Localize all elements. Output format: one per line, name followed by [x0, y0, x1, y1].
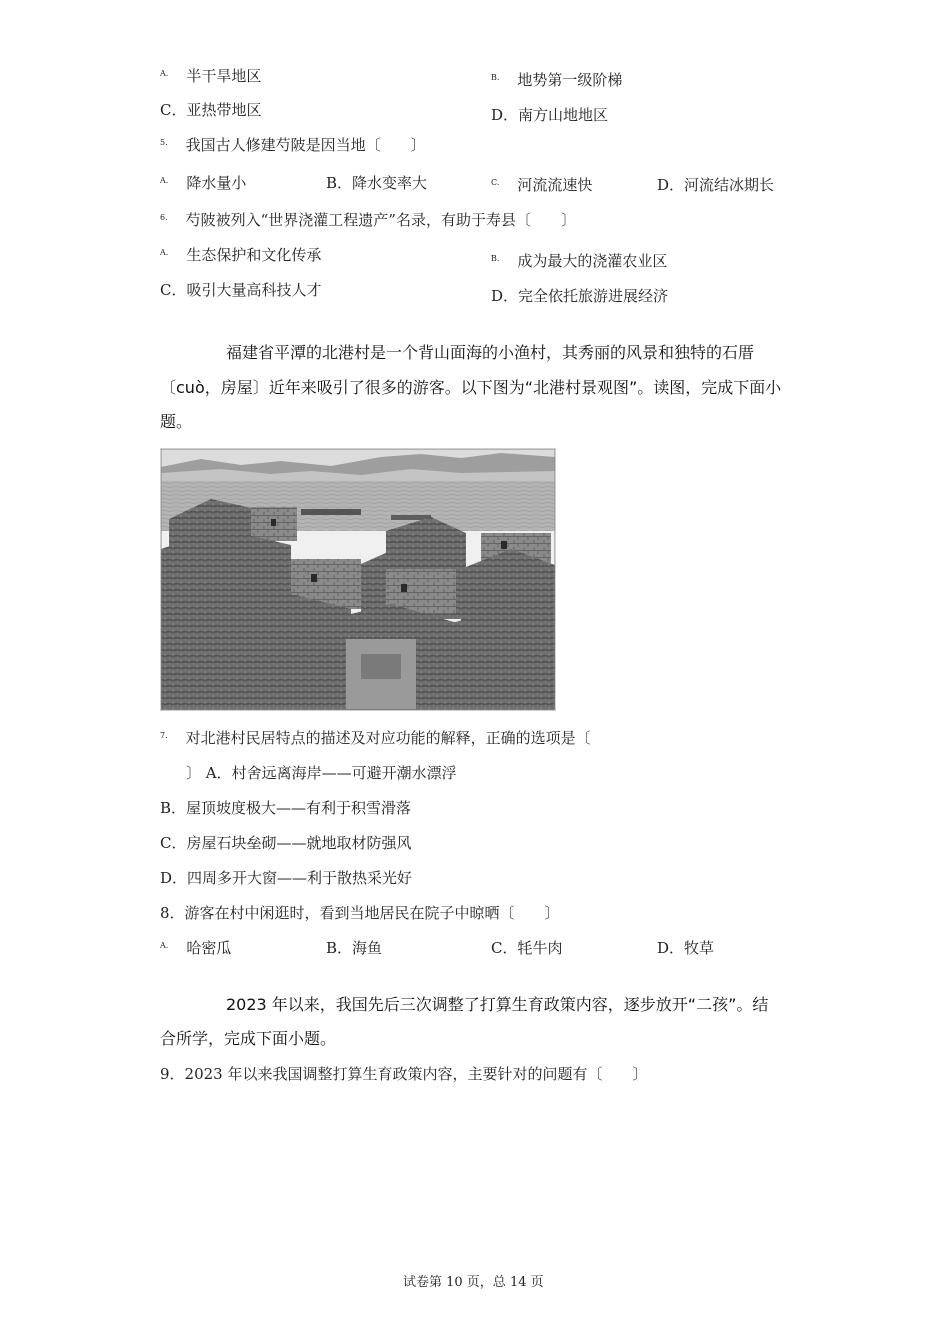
q4-option-b: $^{B.}$ 地势第一级阶梯 [491, 71, 623, 89]
q6-option-c: C．吸引大量高科技人才 [160, 281, 322, 299]
passage1-line1: 福建省平潭的北港村是一个背山面海的小渔村，其秀丽的风景和独特的石厝 [226, 343, 755, 362]
village-landscape-image [161, 449, 555, 710]
q4-option-d: D．南方山地地区 [491, 106, 609, 124]
passage1-line3: 题。 [160, 412, 193, 431]
q8-stem: 8．游客在村中闲逛时，看到当地居民在院子中晾晒〔 〕 [160, 904, 560, 922]
beigang-village-photo [160, 448, 556, 711]
q6-option-d: D．完全依托旅游进展经济 [491, 287, 669, 305]
q8-option-c: C．牦牛肉 [491, 939, 563, 957]
q7-option-d: D．四周多开大窗——利于散热采光好 [160, 869, 413, 887]
q6-option-b: $^{B.}$ 成为最大的浇灌农业区 [491, 252, 668, 270]
q5-stem: $^{5.}$ 我国古人修建芍陂是因当地〔 〕 [160, 136, 426, 154]
q5-option-a: $^{A.}$ 降水量小 [160, 174, 247, 192]
passage2-line1: 2023 年以来，我国先后三次调整了打算生育政策内容，逐步放开“二孩”。结 [226, 995, 769, 1014]
q5-option-b: B．降水变率大 [326, 174, 428, 192]
page-footer: 试卷第 10 页，总 14 页 [403, 1275, 544, 1290]
q8-option-b: B．海鱼 [326, 939, 383, 957]
q5-option-c: $^{C.}$ 河流流速快 [491, 176, 593, 194]
q6-option-a: $^{A.}$ 生态保护和文化传承 [160, 246, 322, 264]
q8-option-d: D．牧草 [657, 939, 715, 957]
q4-option-c: C．亚热带地区 [160, 101, 262, 119]
passage1-line2: 〔cuò，房屋〕近年来吸引了很多的游客。以下图为“北港村景观图”。读图，完成下面小 [160, 378, 782, 397]
q5-option-d: D．河流结冰期长 [657, 176, 775, 194]
q9-stem: 9．2023 年以来我国调整打算生育政策内容，主要针对的问题有〔 〕 [160, 1065, 648, 1083]
q7-option-b: B．屋顶坡度极大——有利于积雪滑落 [160, 799, 412, 817]
q7-stem: $^{7.}$ 对北港村民居特点的描述及对应功能的解释，正确的选项是〔 [160, 729, 591, 747]
q6-stem: $^{6.}$ 芍陂被列入“世界浇灌工程遗产”名录，有助于寿县〔 〕 [160, 211, 576, 229]
q7-option-a: 〕 A．村舍远离海岸——可避开潮水漂浮 [186, 764, 457, 782]
q8-option-a: $^{A.}$ 哈密瓜 [160, 939, 232, 957]
q7-option-c: C．房屋石块垒砌——就地取材防强风 [160, 834, 412, 852]
q4-option-a: $^{A.}$ 半干旱地区 [160, 67, 262, 85]
passage2-line2: 合所学，完成下面小题。 [160, 1029, 337, 1048]
